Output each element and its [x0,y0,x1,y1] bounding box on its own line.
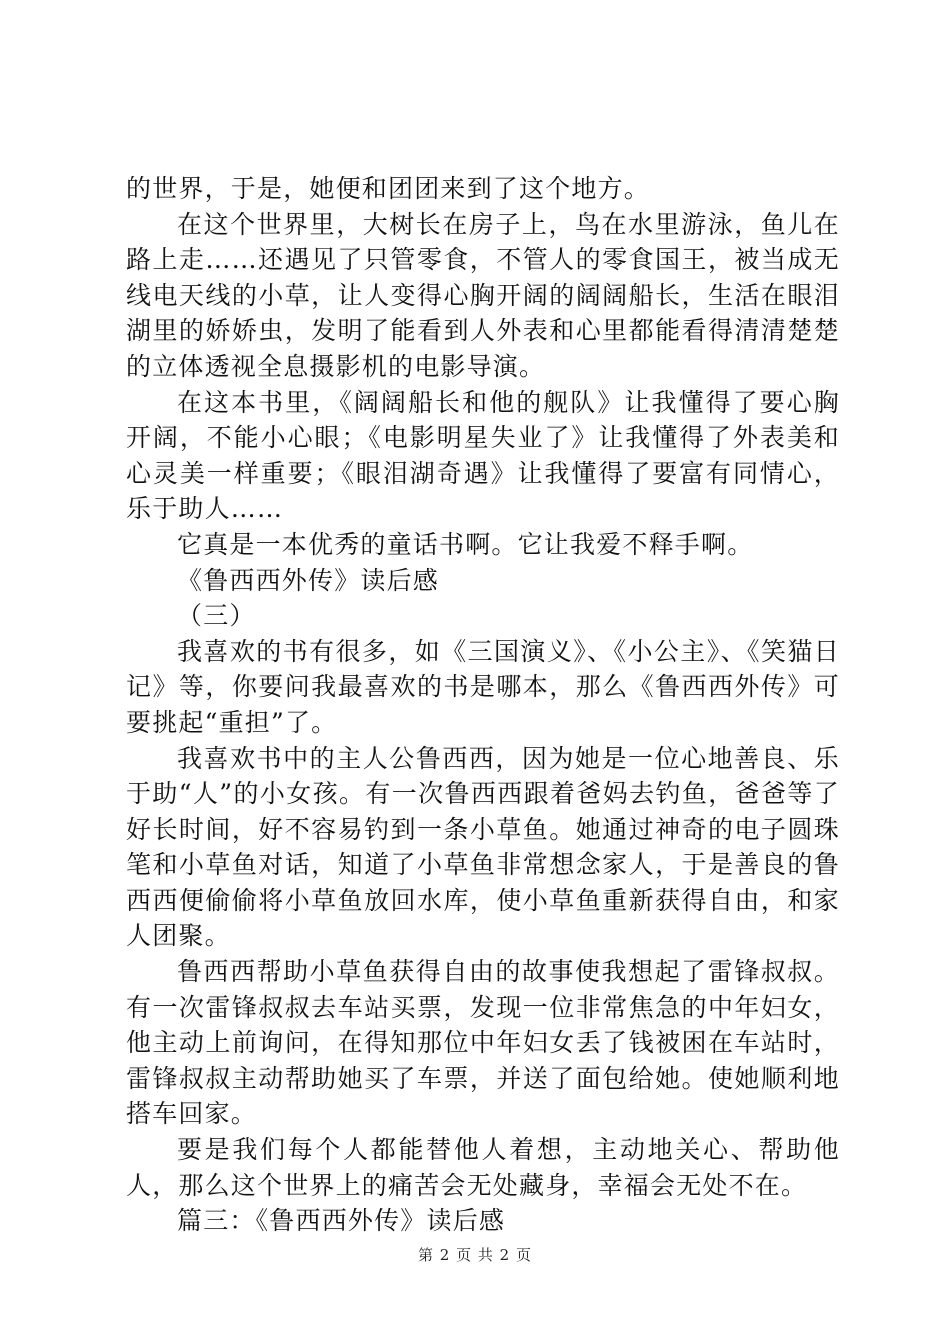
paragraph-book-lessons: 在这本书里，《阔阔船长和他的舰队》让我懂得了要心胸开阔，不能小心眼；《电影明星失业了》让我懂得了外表美和心灵美一样重要；《眼泪湖奇遇》让我懂得了要富有同情心，乐于助人…… [126,387,840,524]
paragraph-conclusion: 它真是一本优秀的童话书啊。它让我爱不释手啊。 [177,529,754,559]
paragraph-world-description: 在这个世界里，大树长在房子上，鸟在水里游泳，鱼儿在路上走……还遇见了只管零食，不管人的零食国王，被当成无线电天线的小草，让人变得心胸开阔的阔阔船长，生活在眼泪湖里的娇娇虫，发明了能看到人外表和心里都能看得清清楚楚的立体透视全息摄影机的电影导演。 [126,209,840,381]
paragraph-favorite-book: 我喜欢的书有很多，如《三国演义》、《小公主》、《笑猫日记》等，你要问我最喜欢的书是哪本，那么《鲁西西外传》可要挑起“重担”了。 [126,636,840,737]
section-number: （三） [177,601,256,631]
section-heading: 《鲁西西外传》读后感 [177,565,440,595]
document-body [126,171,840,1239]
paragraph-continuation: 的世界，于是，她便和团团来到了这个地方。 [126,174,651,203]
chapter-heading: 篇三：《鲁西西外传》读后感 [177,1206,506,1236]
paragraph-lei-feng: 鲁西西帮助小草鱼获得自由的故事使我想起了雷锋叔叔。有一次雷锋叔叔去车站买票，发现一位非常焦急的中年妇女，他主动上前询问，在得知那位中年妇女丢了钱被困在车站时，雷锋叔叔主动帮助她买了车票，并送了面包给她。使她顺利地搭车回家。 [126,957,840,1129]
paragraph-protagonist: 我喜欢书中的主人公鲁西西，因为她是一位心地善良、乐于助“人”的小女孩。有一次鲁西西跟着爸妈去钓鱼，爸爸等了好长时间，好不容易钓到一条小草鱼。她通过神奇的电子圆珠笔和小草鱼对话，知道了小草鱼非常想念家人，于是善良的鲁西西便偷偷将小草鱼放回水库，使小草鱼重新获得自由，和家人团聚。 [126,743,840,951]
page-footer: 第 2 页 共 2 页 [418,1246,532,1264]
paragraph-closing: 要是我们每个人都能替他人着想，主动地关心、帮助他人，那么这个世界上的痛苦会无处藏身，幸福会无处不在。 [126,1135,840,1200]
